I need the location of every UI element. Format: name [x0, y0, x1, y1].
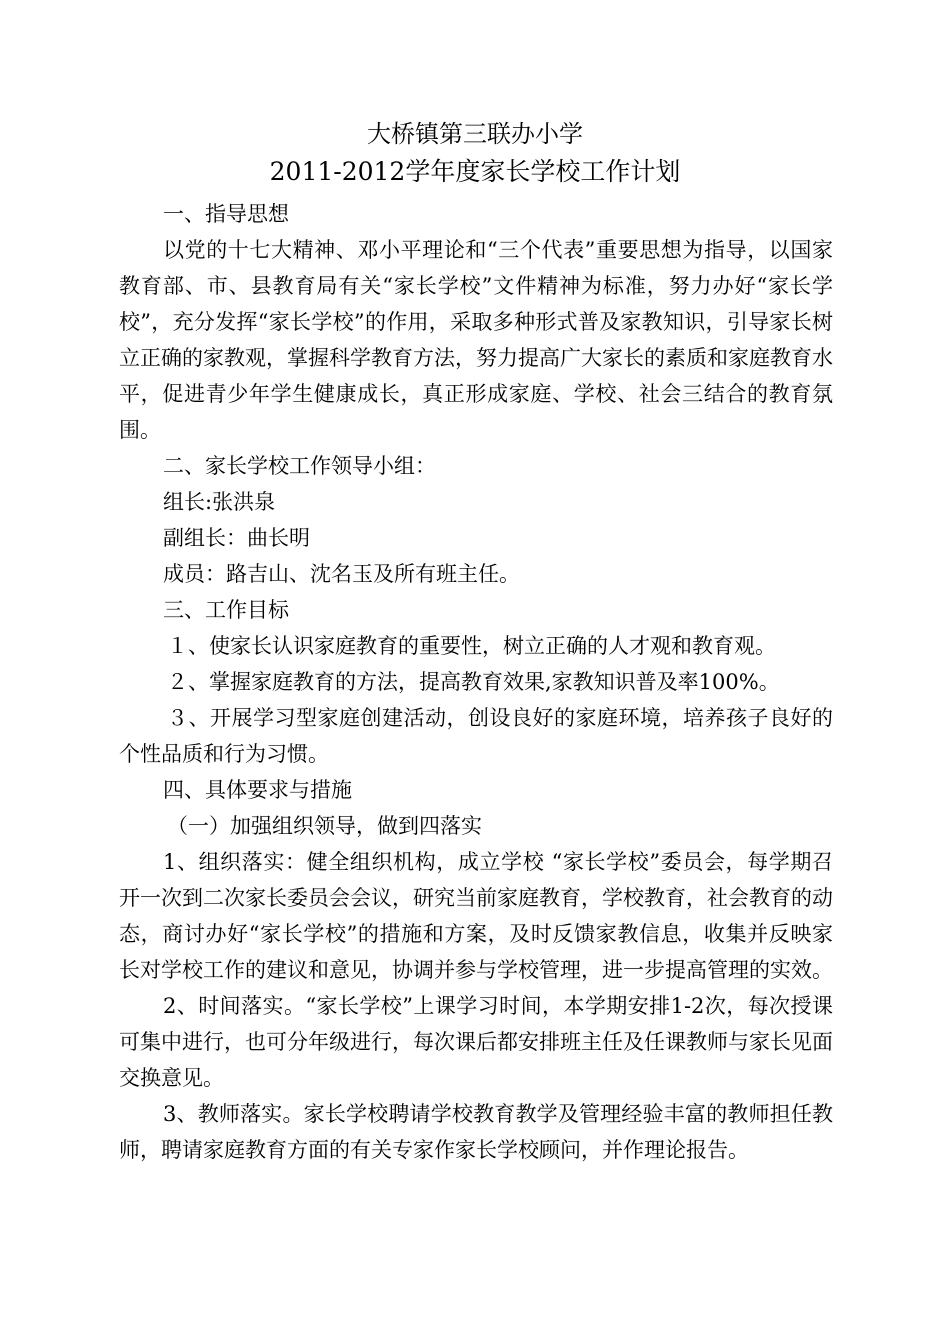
- goal-item-3: ３、开展学习型家庭创建活动，创设良好的家庭环境，培养孩子良好的个性品质和行为习惯。: [119, 706, 833, 766]
- section-heading-guiding-ideology: 一、指导思想: [163, 202, 289, 226]
- section-heading-leadership-group: 二、家长学校工作领导小组：: [163, 454, 436, 478]
- section-heading-work-goals: 三、工作目标: [163, 598, 289, 622]
- document-body: [119, 196, 833, 1168]
- paragraph-teachers: 3、教师落实。家长学校聘请学校教育教学及管理经验丰富的教师担任教师，聘请家庭教育方面的有关专家作家长学校顾问，并作理论报告。: [119, 1102, 833, 1162]
- goal-item-2: ２、掌握家庭教育的方法，提高教育效果,家教知识普及率100%。: [167, 670, 780, 694]
- paragraph-time: 2、时间落实。“家长学校”上课学习时间，本学期安排1-2次，每次授课可集中进行，也可分年级进行，每次课后都安排班主任及任课教师与家长见面交换意见。: [119, 994, 833, 1090]
- goal-item-1: １、使家长认识家庭教育的重要性，树立正确的人才观和教育观。: [167, 634, 776, 658]
- members-line: 成员：路吉山、沈名玉及所有班主任。: [163, 562, 520, 586]
- school-name: 大桥镇第三联办小学: [367, 120, 583, 148]
- deputy-leader-line: 副组长：曲长明: [163, 526, 310, 550]
- leader-line: 组长:张洪泉: [163, 490, 276, 514]
- paragraph-guiding-ideology: 以党的十七大精神、邓小平理论和“三个代表”重要思想为指导，以国家教育部、市、县教育局有关“家长学校”文件精神为标准，努力办好“家长学校”，充分发挥“家长学校”的作用，采取多种形式普及家教知识，引导家长树立正确的家教观，掌握科学教育方法，努力提高广大家长的素质和家庭教育水平，促进青少年学生健康成长，真正形成家庭、学校、社会三结合的教育氛围。: [119, 238, 833, 442]
- paragraph-organization: 1、组织落实：健全组织机构，成立学校 “家长学校”委员会，每学期召开一次到二次家长委员会会议，研究当前家庭教育，学校教育，社会教育的动态，商讨办好“家长学校”的措施和方案，及时反馈家教信息，收集并反映家长对学校工作的建议和意见，协调并参与学校管理，进一步提高管理的实效。: [119, 850, 833, 982]
- document-title: 2011-2012学年度家长学校工作计划: [269, 157, 681, 186]
- subsection-heading-organization: （一）加强组织领导，做到四落实: [167, 814, 482, 838]
- section-heading-requirements: 四、具体要求与措施: [163, 778, 352, 802]
